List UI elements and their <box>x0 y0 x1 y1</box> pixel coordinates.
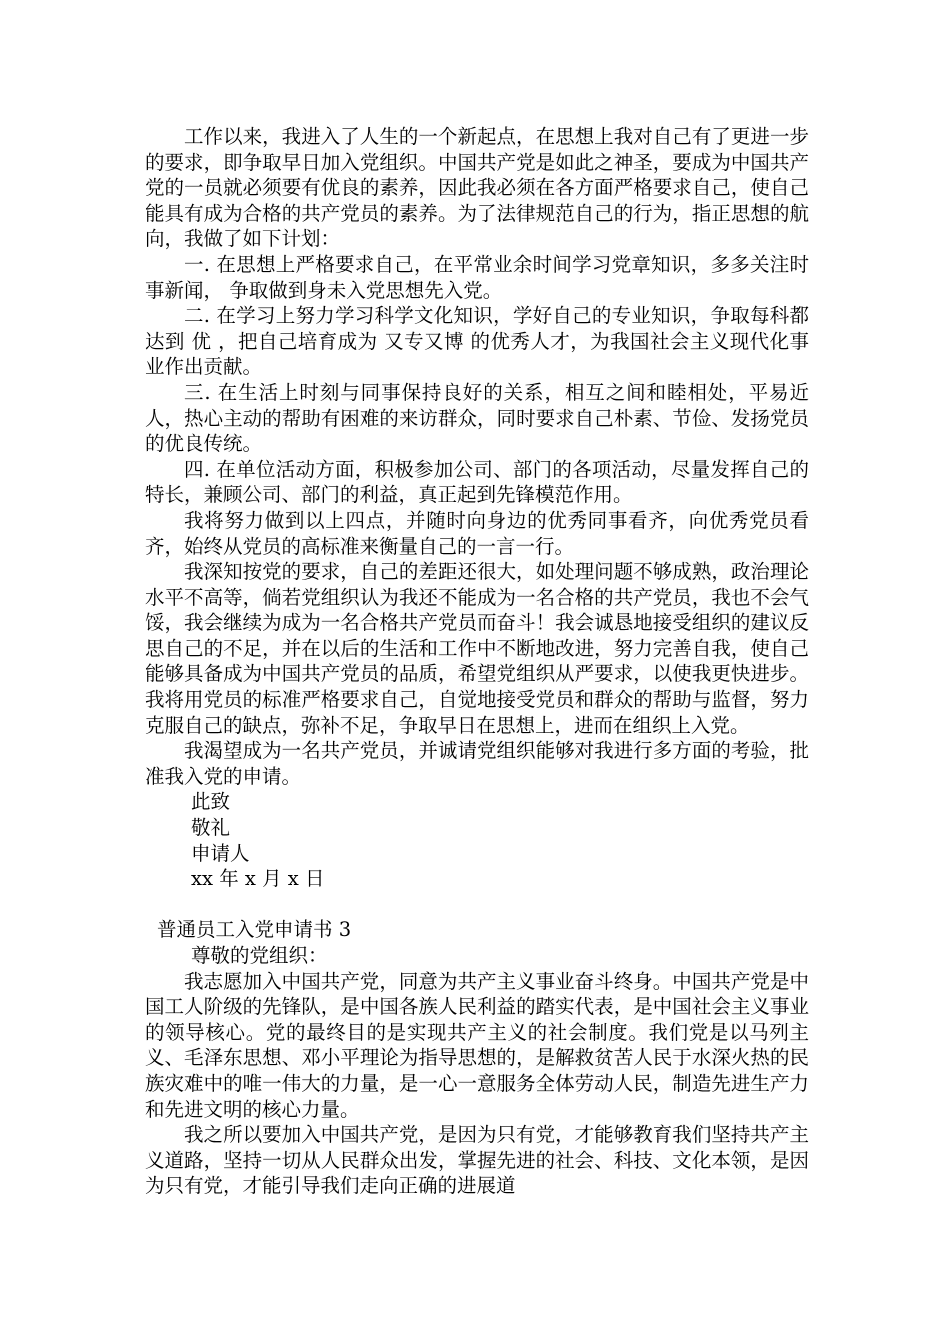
closing-cizhi: 此致 <box>191 790 231 814</box>
letter2-paragraph-1: 我志愿加入中国共产党，同意为共产主义事业奋斗终身。中国共产党是中国工人阶级的先锋队，是中国各族人民利益的踏实代表，是中国社会主义事业的领导核心。党的最终目的是实现共产主义的社会制度。我们党是以马列主义、毛泽东思想、邓小平理论为指导思想的，是解救贫苦人民于水深火热的民族灾难中的唯一伟大的力量，是一心一意服务全体劳动人民，制造先进生产力和先进文明的核心力量。 <box>145 969 809 1121</box>
document-page <box>145 124 809 1199</box>
letter1-plan-item-1: 一. 在思想上严格要求自己，在平常业余时间学习党章知识，多多关注时事新闻， 争取做到身未入党思想先入党。 <box>145 252 809 302</box>
closing-applicant: 申请人 <box>191 841 250 865</box>
section-gap <box>145 892 809 918</box>
letter1-paragraph-request: 我渴望成为一名共产党员，并诚请党组织能够对我进行多方面的考验，批准我入党的申请。 <box>145 739 809 788</box>
closing-date: xx 年 x 月 x 日 <box>191 867 325 891</box>
letter1-plan-item-4: 四. 在单位活动方面，积极参加公司、部门的各项活动，尽量发挥自己的特长，兼顾公司、部门的利益，真正起到先锋模范作用。 <box>145 457 809 507</box>
letter1-paragraph-commitment: 我将努力做到以上四点，并随时向身边的优秀同事看齐，向优秀党员看齐，始终从党员的高标准来衡量自己的一言一行。 <box>145 508 809 558</box>
letter1-paragraph-self-assessment: 我深知按党的要求，自己的差距还很大，如处理问题不够成熟，政治理论水平不高等，倘若党组织认为我还不能成为一名合格的共产党员，我也不会气馁，我会继续为成为一名合格共产党员而奋斗！我会诚恳地接受组织的建议反思自己的不足，并在以后的生活和工作中不断地改进，努力完善自我，使自己能够具备成为中国共产党员的品质，希望党组织从严要求，以使我更快进步。我将用党员的标准严格要求自己，自觉地接受党员和群众的帮助与监督，努力克服自己的缺点，弥补不足，争取早日在思想上，进而在组织上入党。 <box>145 560 809 737</box>
salutation: 尊敬的党组织： <box>191 944 328 967</box>
letter2-paragraph-2: 我之所以要加入中国共产党，是因为只有党，才能够教育我们坚持共产主义道路，坚持一切从人民群众出发，掌握先进的社会、科技、文化本领，是因为只有党，才能引导我们走向正确的进展道 <box>145 1123 809 1198</box>
section-title: 普通员工入党申请书 3 <box>157 918 352 942</box>
closing-jingli: 敬礼 <box>191 816 231 840</box>
letter1-paragraph-1: 工作以来，我进入了人生的一个新起点，在思想上我对自己有了更进一步的要求，即争取早日加入党组织。中国共产党是如此之神圣，要成为中国共产党的一员就必须要有优良的素养，因此我必须在各方面严格要求自己，使自己能具有成为合格的共产党员的素养。为了法律规范自己的行为，指正思想的航向，我做了如下计划： <box>145 125 809 251</box>
letter1-plan-item-3: 三. 在生活上时刻与同事保持良好的关系，相互之间和睦相处，平易近人，热心主动的帮助有困难的来访群众，同时要求自己朴素、节俭、发扬党员的优良传统。 <box>145 380 809 456</box>
letter1-plan-item-2: 二. 在学习上努力学习科学文化知识，学好自己的专业知识，争取每科都达到 优 ，把自己培育成为 又专又博 的优秀人才，为我国社会主义现代化事业作出贡献。 <box>145 304 809 379</box>
